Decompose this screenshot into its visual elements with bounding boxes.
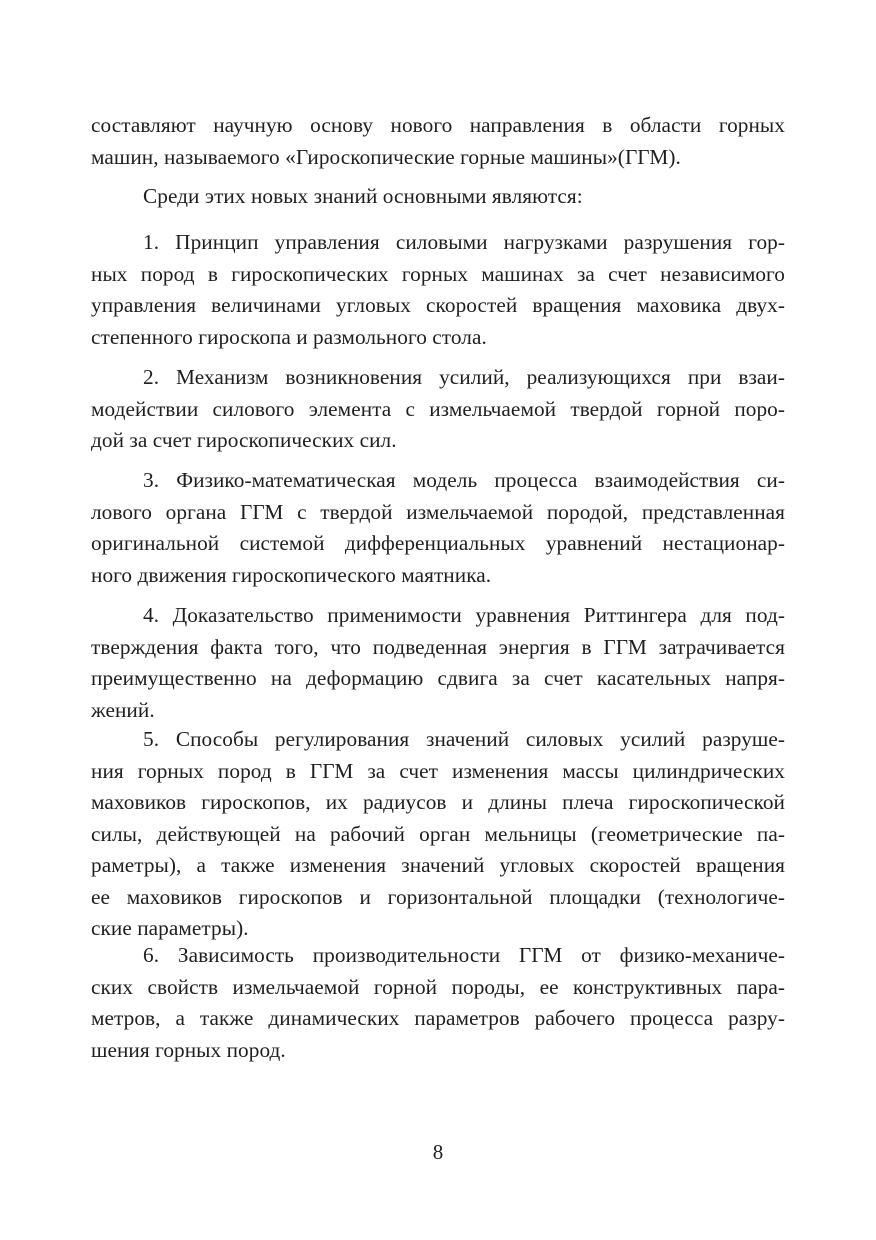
paragraph-item-2	[91, 362, 785, 457]
text-line: 4. Доказательство применимости уравнения Риттингера для под-	[143, 603, 785, 627]
text-line: ния горных пород в ГГМ за счет изменения массы цилиндрических	[91, 758, 785, 783]
text-line: ские параметры).	[91, 916, 249, 940]
text-line: 2. Механизм возникновения усилий, реализующихся при взаи-	[143, 365, 785, 389]
paragraph-item-3	[91, 465, 785, 591]
text-line: модействии силового элемента с измельчаемой твердой горной поро-	[91, 396, 785, 421]
paragraph-item-1	[91, 227, 785, 353]
paragraph-intro	[91, 181, 785, 213]
text-line: управления величинами угловых скоростей вращения маховика двух-	[91, 293, 785, 317]
text-line: Среди этих новых знаний основными являются:	[143, 184, 583, 208]
text-line: 6. Зависимость производительности ГГМ от физико-механиче-	[143, 943, 785, 967]
text-line: ее маховиков гироскопов и горизонтальной площадки (технологиче-	[91, 884, 785, 909]
text-line: преимущественно на деформацию сдвига за счет касательных напря-	[91, 666, 785, 690]
text-line: метров, а также динамических параметров рабочего процесса разру-	[91, 1006, 785, 1030]
text-line: ного движения гироскопического маятника.	[91, 562, 492, 587]
text-line: дой за счет гироскопических сил.	[91, 428, 397, 452]
paragraph-item-6	[91, 940, 785, 1066]
text-line: 3. Физико-математическая модель процесса взаимодействия си-	[143, 468, 785, 492]
text-line: 1. Принцип управления силовыми нагрузками разрушения гор-	[143, 230, 785, 254]
text-line: силы, действующей на рабочий орган мельницы (геометрические па-	[91, 821, 785, 846]
text-line: машин, называемого «Гироскопические горные машины»(ГГМ).	[91, 144, 681, 169]
text-line: 5. Способы регулирования значений силовых усилий разруше-	[143, 727, 785, 751]
paragraph-continuation	[91, 110, 785, 173]
text-line: лового органа ГГМ с твердой измельчаемой породой, представленная	[91, 499, 785, 524]
text-line: степенного гироскопа и размольного стола.	[91, 324, 487, 349]
text-line: ных пород в гироскопических горных машинах за счет независимого	[91, 261, 785, 286]
text-line: жений.	[91, 697, 155, 722]
text-line: раметры), а также изменения значений угловых скоростей вращения	[91, 853, 785, 877]
text-line: маховиков гироскопов, их радиусов и длины плеча гироскопической	[91, 790, 785, 814]
text-line: тверждения факта того, что подведенная энергия в ГГМ затрачивается	[91, 634, 785, 659]
paragraph-item-4	[91, 600, 785, 726]
paragraph-item-5	[91, 724, 785, 945]
text-line: оригинальной системой дифференциальных уравнений нестационар-	[91, 531, 785, 555]
text-line: составляют научную основу нового направления в области горных	[91, 113, 785, 137]
text-line: шения горных пород.	[91, 1037, 286, 1062]
text-line: ских свойств измельчаемой горной породы, ее конструктивных пара-	[91, 974, 785, 999]
page-number: 8	[432, 1140, 444, 1164]
